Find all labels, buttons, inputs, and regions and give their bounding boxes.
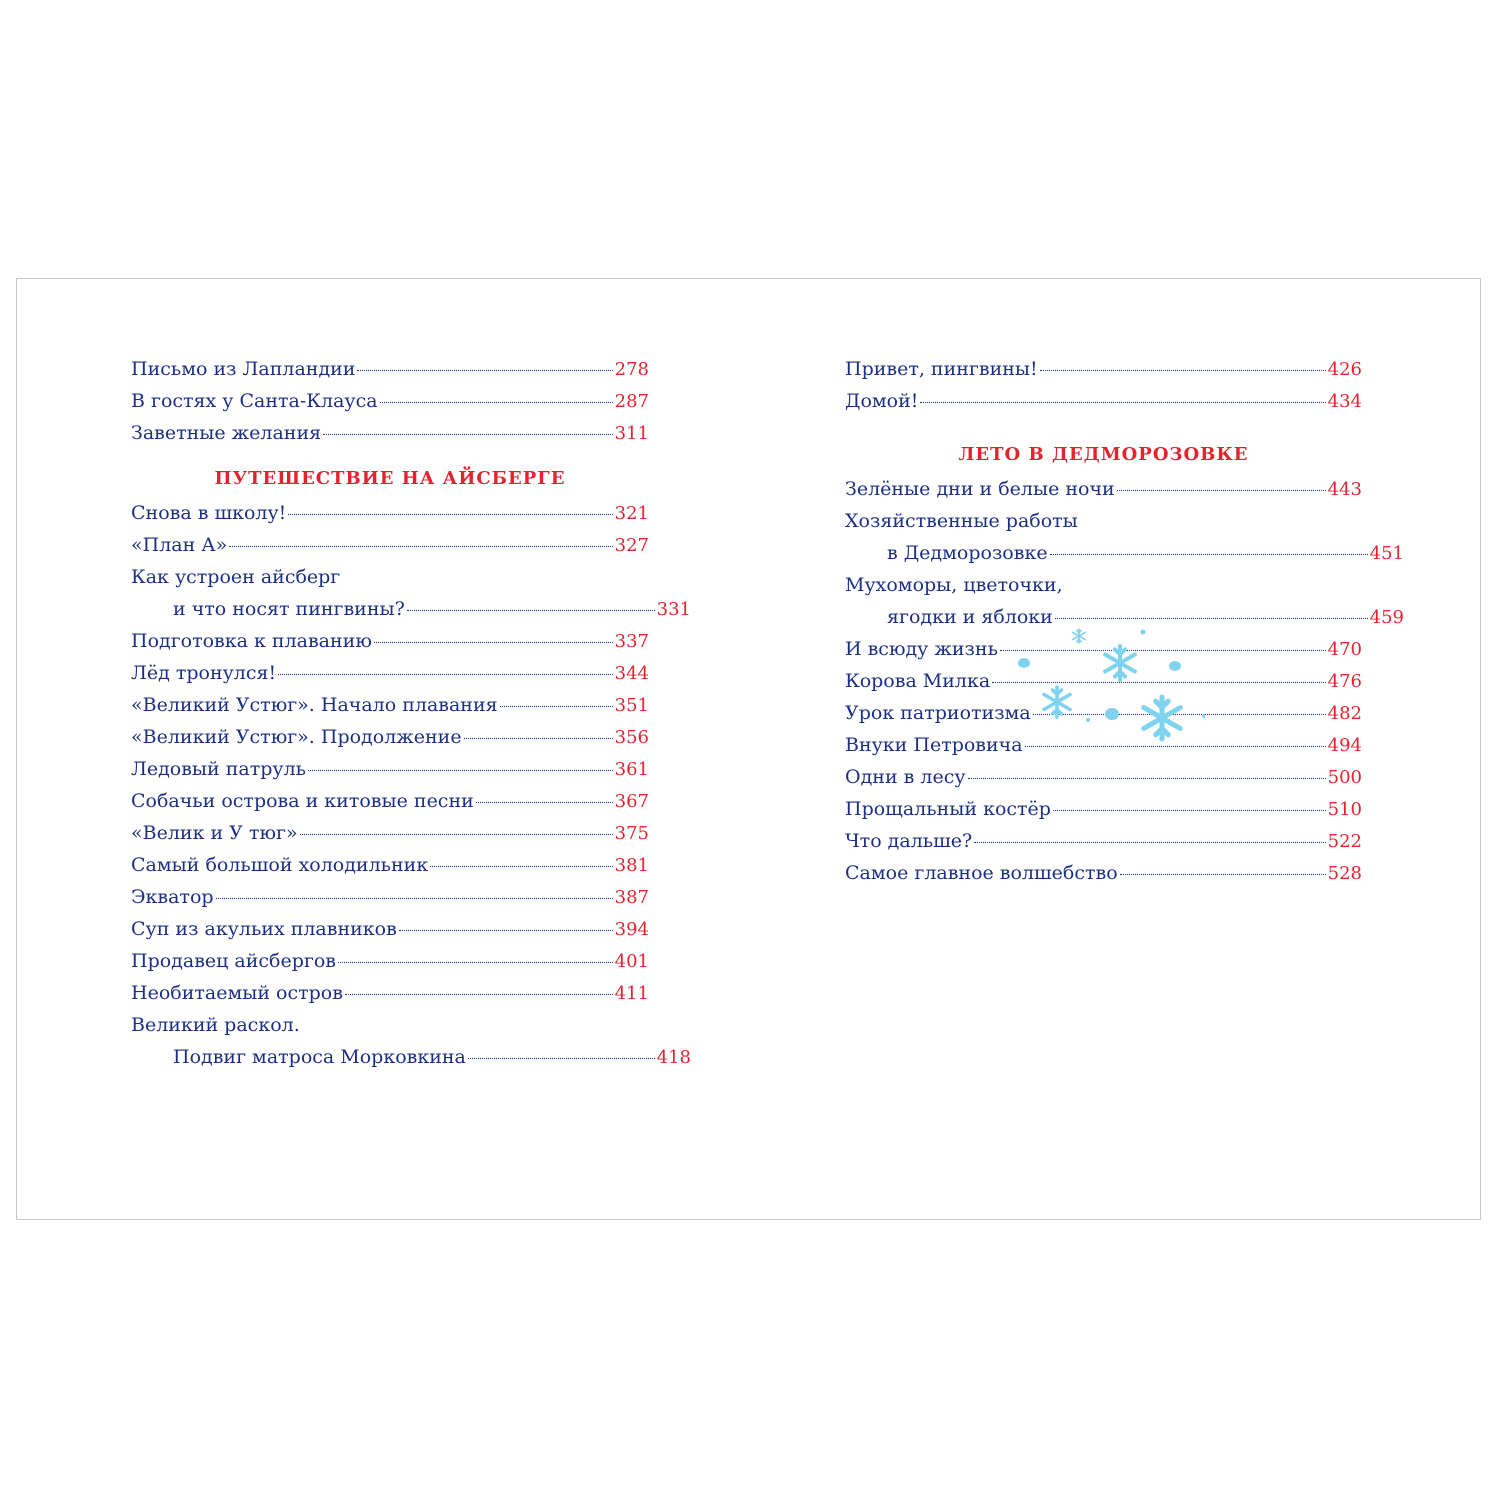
toc-entry[interactable] (131, 881, 649, 913)
toc-entry[interactable] (131, 385, 649, 417)
section-title: ПУТЕШЕСТВИЕ НА АЙСБЕРГЕ (214, 468, 566, 489)
dot-leader (1120, 874, 1326, 875)
toc-entry-page-number: 321 (614, 503, 649, 524)
toc-entry-title: Привет, пингвины! (845, 358, 1038, 380)
toc-entry-page-number: 528 (1327, 863, 1362, 884)
dot-leader (407, 610, 655, 611)
toc-entry-page-number: 311 (614, 423, 649, 444)
toc-entry-title: «Великий Устюг». Начало плавания (131, 694, 498, 716)
toc-entry-page-number: 356 (614, 727, 649, 748)
toc-entry[interactable] (131, 849, 649, 881)
toc-entry-title: Урок патриотизма (845, 702, 1031, 724)
dot-leader (468, 1058, 655, 1059)
toc-entry-page-number: 434 (1327, 391, 1362, 412)
toc-entry[interactable] (131, 689, 649, 721)
toc-entry-title: Письмо из Лапландии (131, 358, 356, 380)
dot-leader (974, 842, 1325, 843)
dot-leader (278, 674, 613, 675)
dot-leader (380, 402, 613, 403)
toc-entry-page-number: 470 (1327, 639, 1362, 660)
toc-entry-title: Корова Милка (845, 670, 991, 692)
toc-entry[interactable] (845, 505, 1404, 569)
toc-entry-page-number: 387 (614, 887, 649, 908)
toc-entry[interactable] (845, 385, 1362, 417)
dot-leader (968, 778, 1326, 779)
toc-entry[interactable] (845, 857, 1362, 889)
toc-entry-title-line1: Хозяйственные работы (845, 510, 1078, 532)
toc-entry-title-line1: Как устроен айсберг (131, 566, 341, 588)
toc-entry[interactable] (131, 753, 649, 785)
toc-entry-title: Зелёные дни и белые ночи (845, 478, 1115, 500)
toc-entry-title: И всюду жизнь (845, 638, 998, 660)
toc-entry-page-number: 459 (1369, 607, 1404, 628)
toc-entry[interactable] (131, 561, 691, 625)
toc-entry-title: Заветные желания (131, 422, 322, 444)
toc-entry[interactable] (131, 497, 649, 529)
toc-entry-page-number: 401 (614, 951, 649, 972)
dot-leader (216, 898, 613, 899)
toc-entry-title: Ледовый патруль (131, 758, 307, 780)
toc-entry[interactable] (845, 569, 1404, 633)
toc-entry-page-number: 337 (614, 631, 649, 652)
toc-entry-page-number: 482 (1327, 703, 1362, 724)
toc-entry-page-number: 476 (1327, 671, 1362, 692)
toc-entry[interactable] (131, 417, 649, 449)
toc-entry[interactable] (845, 353, 1362, 385)
toc-entry-page-number: 522 (1327, 831, 1362, 852)
toc-entry[interactable] (131, 1009, 691, 1073)
toc-entry[interactable] (131, 817, 649, 849)
toc-entry-title: Экватор (131, 886, 214, 908)
toc-entry-title: Подвиг матроса Морковкина (173, 1046, 466, 1068)
dot-leader (288, 514, 612, 515)
dot-leader (357, 370, 612, 371)
toc-entry[interactable] (845, 761, 1362, 793)
dot-leader (338, 962, 613, 963)
toc-entry-title: Что дальше? (845, 830, 973, 852)
book-spread (16, 278, 1481, 1220)
dot-leader (430, 866, 612, 867)
toc-entry-page-number: 331 (656, 599, 691, 620)
toc-entry-page-number: 351 (614, 695, 649, 716)
toc-entry[interactable] (131, 721, 649, 753)
dot-leader (500, 706, 613, 707)
toc-entry[interactable] (845, 793, 1362, 825)
dot-leader (1055, 618, 1368, 619)
toc-entry-page-number: 381 (614, 855, 649, 876)
toc-entry[interactable] (131, 913, 649, 945)
dot-leader (345, 994, 613, 995)
toc-entry-page-number: 287 (614, 391, 649, 412)
dot-leader (920, 402, 1325, 403)
toc-entry-page-number: 451 (1369, 543, 1404, 564)
toc-entry-title: Суп из акульих плавников (131, 918, 397, 940)
toc-entry-page-number: 375 (614, 823, 649, 844)
toc-entry-title: Собачьи острова и китовые песни (131, 790, 474, 812)
toc-entry-title: ягодки и яблоки (887, 606, 1053, 628)
toc-entry-title: Одни в лесу (845, 766, 966, 788)
toc-entry-page-number: 361 (614, 759, 649, 780)
toc-entry-title: и что носят пингвины? (173, 598, 405, 620)
toc-entry-title: Самое главное волшебство (845, 862, 1118, 884)
toc-entry-title: Лёд тронулся! (131, 662, 277, 684)
toc-entry-title-line1: Великий раскол. (131, 1014, 300, 1036)
toc-entry-title: Домой! (845, 390, 919, 412)
toc-entry-title: Снова в школу! (131, 502, 287, 524)
toc-entry-title: в Дедморозовке (887, 542, 1048, 564)
toc-entry-title: В гостях у Санта-Клауса (131, 390, 378, 412)
toc-entry[interactable] (131, 529, 649, 561)
dot-leader (374, 642, 613, 643)
dot-leader (399, 930, 613, 931)
toc-entry-title: Внуки Петровича (845, 734, 1023, 756)
toc-entry-page-number: 418 (656, 1047, 691, 1068)
toc-entry-title: «Великий Устюг». Продолжение (131, 726, 462, 748)
toc-entry[interactable] (845, 473, 1362, 505)
toc-entry[interactable] (845, 825, 1362, 857)
toc-entry-page-number: 394 (614, 919, 649, 940)
dot-leader (476, 802, 613, 803)
toc-entry-page-number: 278 (614, 359, 649, 380)
toc-entry-title: Подготовка к плаванию (131, 630, 372, 652)
toc-entry[interactable] (131, 657, 649, 689)
toc-entry-page-number: 367 (614, 791, 649, 812)
toc-entry-page-number: 426 (1327, 359, 1362, 380)
snowflakes-icon (985, 628, 1205, 748)
toc-entry-page-number: 344 (614, 663, 649, 684)
dot-leader (1050, 554, 1368, 555)
dot-leader (300, 834, 613, 835)
toc-entry-title: «План А» (131, 534, 228, 556)
toc-entry-page-number: 327 (614, 535, 649, 556)
toc-entry[interactable] (131, 785, 649, 817)
toc-entry-title: Необитаемый остров (131, 982, 343, 1004)
toc-entry-page-number: 500 (1327, 767, 1362, 788)
toc-entry-title: «Велик и У тюг» (131, 822, 298, 844)
toc-entry[interactable] (131, 977, 649, 1009)
dot-leader (323, 434, 613, 435)
toc-entry-title: Продавец айсбергов (131, 950, 336, 972)
toc-entry[interactable] (131, 353, 649, 385)
toc-entry-title: Самый большой холодильник (131, 854, 429, 876)
section-title: ЛЕТО В ДЕДМОРОЗОВКЕ (958, 444, 1249, 465)
toc-entry-page-number: 510 (1327, 799, 1362, 820)
dot-leader (308, 770, 613, 771)
dot-leader (229, 546, 612, 547)
toc-entry-title-line1: Мухоморы, цветочки, (845, 574, 1063, 596)
toc-entry[interactable] (131, 625, 649, 657)
toc-entry[interactable] (131, 945, 649, 977)
toc-entry-page-number: 411 (614, 983, 649, 1004)
dot-leader (464, 738, 613, 739)
dot-leader (1117, 490, 1326, 491)
toc-entry-page-number: 443 (1327, 479, 1362, 500)
dot-leader (1040, 370, 1326, 371)
toc-entry-title: Прощальный костёр (845, 798, 1051, 820)
dot-leader (1053, 810, 1326, 811)
toc-entry-page-number: 494 (1327, 735, 1362, 756)
